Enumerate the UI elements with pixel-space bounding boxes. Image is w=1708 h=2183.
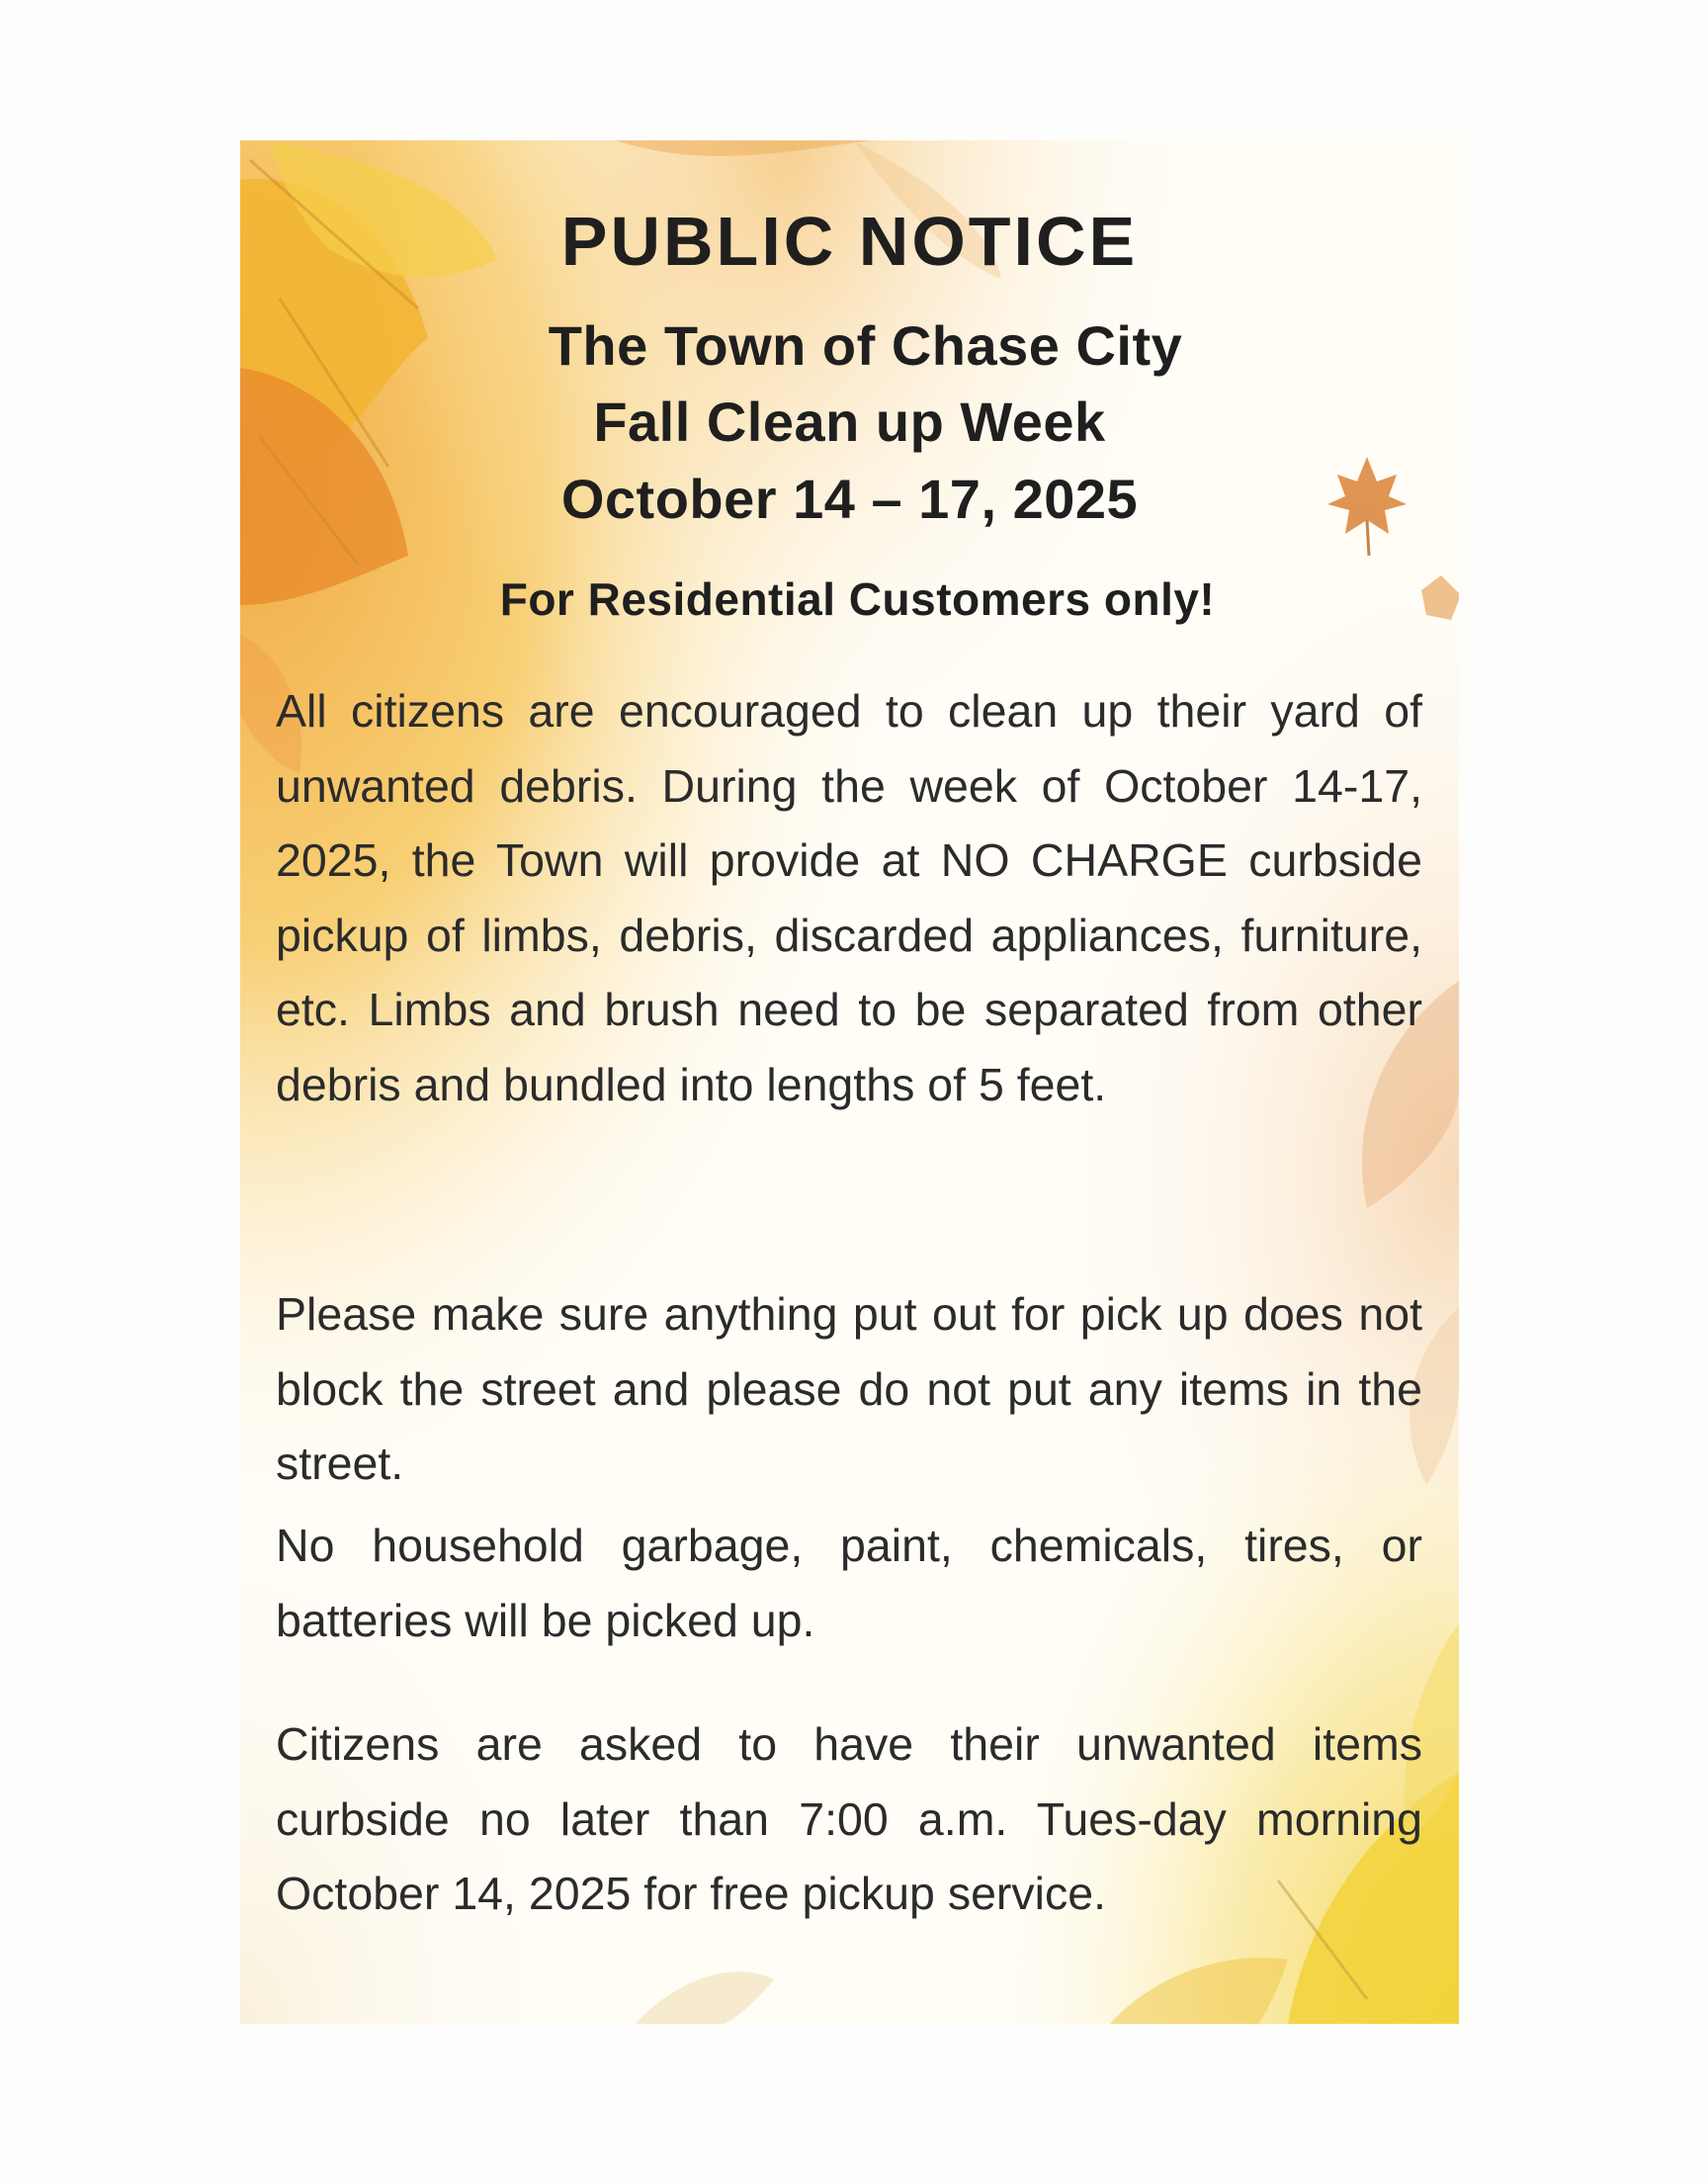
paragraph-pickup-details: All citizens are encouraged to clean up their yard of unwanted debris. During the week of October 14-17, 2025, the Town will provide at NO CHARGE curbside pickup of limbs, debris, discarded appliances, furniture, etc. Limbs and brush need to be separated from other debris and bundled into lengths of 5 feet. — [276, 685, 1422, 1110]
event-name: Fall Clean up Week — [593, 391, 1106, 453]
event-dates: October 14 – 17, 2025 — [560, 468, 1139, 530]
paragraph-excluded-items: No household garbage, paint, chemicals, tires, or batteries will be picked up. — [276, 1520, 1422, 1646]
town-name: The Town of Chase City — [548, 314, 1183, 377]
paragraph-deadline: Citizens are asked to have their unwanted items curbside no later than 7:00 a.m. Tues-day morning October 14, 2025 for free pickup service. — [276, 1718, 1422, 1919]
audience-line: For Residential Customers only! — [499, 573, 1216, 625]
paragraph-street-rules: Please make sure anything put out for pick up does not block the street and please do not put any items in the street. — [276, 1288, 1422, 1489]
notice-text — [240, 140, 1459, 2024]
notice-flyer — [240, 140, 1459, 2024]
notice-title: PUBLIC NOTICE — [560, 203, 1139, 280]
